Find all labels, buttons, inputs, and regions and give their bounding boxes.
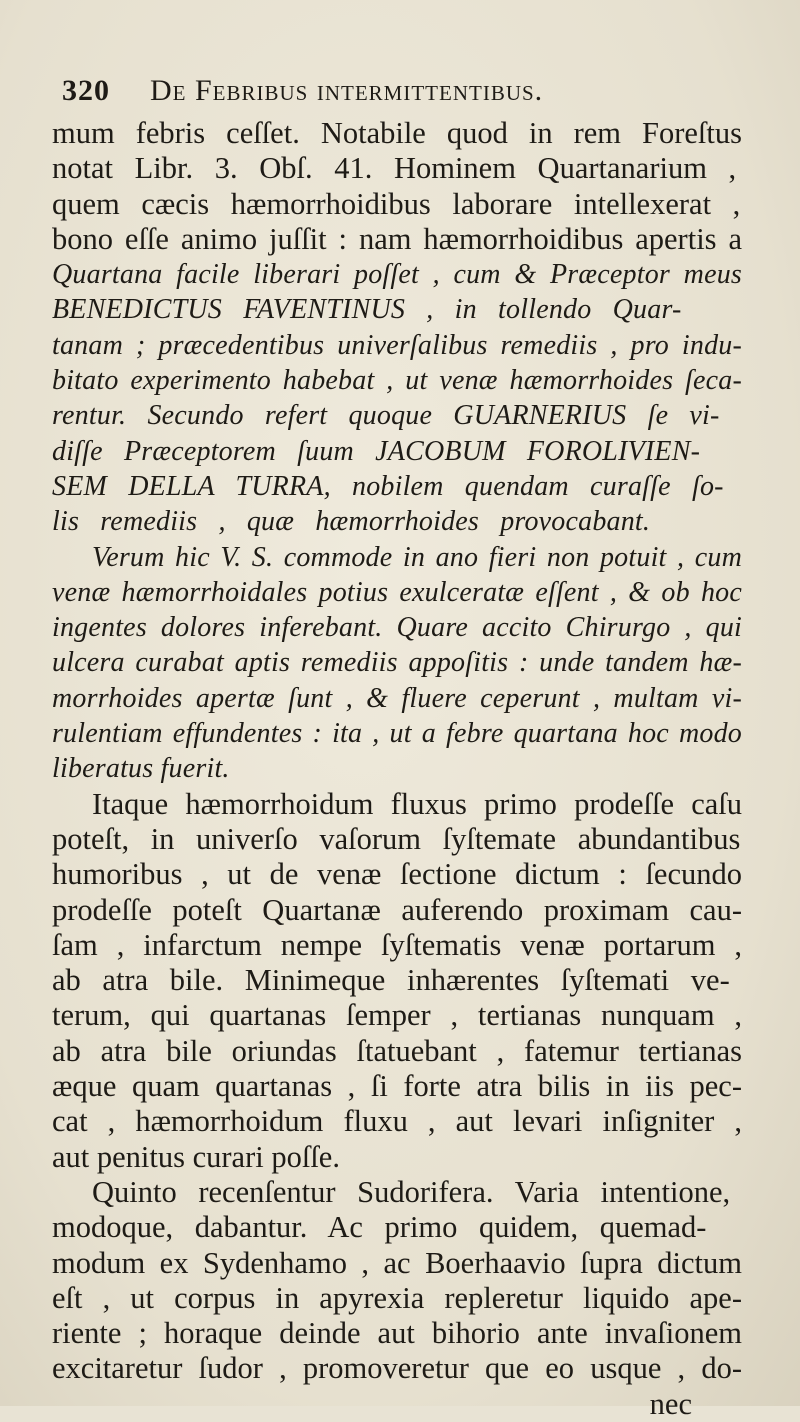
- text-line-content: mum febris ceſſet. Notabile quod in rem Foreſtus: [52, 116, 742, 150]
- text-line-content: notat Libr. 3. Obſ. 41. Hominem Quartanarium ,: [52, 151, 737, 186]
- text-line: [52, 434, 752, 469]
- text-line: [52, 1034, 752, 1069]
- text-line: aut penitus curari poſſe.: [52, 1139, 340, 1174]
- text-line-content: excitaretur ſudor , promoveretur que eo usque , do-: [52, 1351, 742, 1386]
- text-line-content: morrhoides apertæ ſunt , & fluere ceperunt , multam vi-: [52, 682, 742, 714]
- text-line-content: Quartana facile liberari poſſet , cum & Præceptor meus: [52, 259, 742, 291]
- text-line-content: SEM DELLA TURRA, nobilem quendam curaſſe ſo-: [52, 470, 724, 502]
- text-line: [52, 1210, 752, 1245]
- page-number: 320: [62, 74, 110, 107]
- text-line: liberatus fuerit.: [52, 753, 230, 785]
- text-body: [52, 116, 752, 1422]
- text-line: [52, 540, 752, 575]
- text-line: [52, 116, 752, 151]
- text-line-content: ſam , infarctum nempe ſyſtematis venæ portarum ,: [52, 927, 742, 962]
- text-line-content: prodeſſe poteſt Quartanæ auferendo proximam cau-: [52, 892, 742, 927]
- text-line: [52, 1069, 752, 1104]
- text-line-content: rentur. Secundo refert quoque GUARNERIUS ſe vi-: [52, 400, 720, 432]
- text-line: [52, 328, 752, 363]
- text-line: [52, 787, 752, 822]
- text-line: [52, 998, 752, 1033]
- text-line: [52, 822, 752, 857]
- running-title: De Febribus intermittentibus.: [150, 74, 544, 107]
- text-line: [52, 398, 752, 433]
- text-line-content: Quinto recenſentur Sudorifera. Varia intentione,: [92, 1174, 731, 1209]
- text-line-content: poteſt, in univerſo vaſorum ſyſtemate abundantibus: [52, 821, 741, 856]
- text-line: [52, 504, 752, 539]
- text-line-content: quem cæcis hæmorrhoidibus laborare intellexerat ,: [52, 186, 741, 221]
- text-line: [52, 151, 752, 186]
- text-line: [52, 681, 752, 716]
- text-line: [52, 222, 752, 257]
- text-line: [52, 363, 752, 398]
- text-line-content: tanam ; præcedentibus univerſalibus remediis , pro indu-: [52, 329, 742, 361]
- text-line: [52, 963, 752, 998]
- text-line: [52, 1175, 752, 1210]
- text-line: [52, 1351, 752, 1386]
- text-line: [52, 893, 752, 928]
- catchword: nec: [649, 1386, 692, 1421]
- text-line-content: Itaque hæmorrhoidum fluxus primo prodeſſe caſu: [92, 786, 742, 821]
- text-line-content: æque quam quartanas , ſi forte atra bilis in iis pec-: [52, 1069, 742, 1104]
- text-line-content: cat , hæmorrhoidum fluxu , aut levari inſigniter ,: [52, 1104, 742, 1139]
- text-line-content: modum ex Sydenhamo , ac Boerhaavio ſupra dictum: [52, 1245, 742, 1280]
- text-line: [52, 1316, 752, 1351]
- text-line: [52, 928, 752, 963]
- running-header: [62, 74, 702, 114]
- text-line: [52, 575, 752, 610]
- text-line-content: terum, qui quartanas ſemper , tertianas nunquam ,: [52, 998, 742, 1033]
- text-line: [52, 257, 752, 292]
- text-line-content: ab atra bile oriundas ſtatuebant , fatemur tertianas: [52, 1033, 742, 1068]
- text-line-content: lis remediis , quæ hæmorrhoides provocabant.: [52, 506, 651, 538]
- text-line: [52, 469, 752, 504]
- text-line-content: Verum hic V. S. commode in ano fieri non potuit , cum: [92, 541, 742, 573]
- text-line-content: BENEDICTUS FAVENTINUS , in tollendo Quar-: [52, 294, 682, 326]
- text-line-content: ulcera curabat aptis remediis appoſitis : unde tandem hæ-: [52, 647, 742, 679]
- text-line-content: ingentes dolores inferebant. Quare accito Chirurgo , qui: [52, 612, 742, 644]
- text-line-content: ab atra bile. Minimeque inhærentes ſyſtemati ve-: [52, 963, 730, 998]
- text-line: [52, 1281, 752, 1316]
- text-line-content: bitato experimento habebat , ut venæ hæmorrhoides ſeca-: [52, 365, 742, 397]
- text-line: [52, 716, 752, 751]
- text-line: [52, 1104, 752, 1139]
- text-line-content: modoque, dabantur. Ac primo quidem, quemad-: [52, 1210, 707, 1245]
- text-line-content: rulentiam effundentes : ita , ut a febre quartana hoc modo: [52, 718, 742, 750]
- text-line-content: eſt , ut corpus in apyrexia repleretur liquido ape-: [52, 1280, 742, 1315]
- text-line-content: riente ; horaque deinde aut bihorio ante invaſionem: [52, 1316, 742, 1351]
- text-line-content: venæ hæmorrhoidales potius exulceratæ eſſent , & ob hoc: [52, 576, 742, 608]
- text-line: [52, 610, 752, 645]
- text-line: [52, 1246, 752, 1281]
- text-line-content: humoribus , ut de venæ ſectione dictum : ſecundo: [52, 857, 742, 892]
- text-line-content: diſſe Præceptorem ſuum JACOBUM FOROLIVIEN-: [52, 435, 701, 467]
- text-line: [52, 857, 752, 892]
- text-line: [52, 645, 752, 680]
- text-line-content: bono eſſe animo juſſit : nam hæmorrhoidibus apertis a: [52, 221, 742, 256]
- text-line: [52, 292, 752, 327]
- text-line: [52, 187, 752, 222]
